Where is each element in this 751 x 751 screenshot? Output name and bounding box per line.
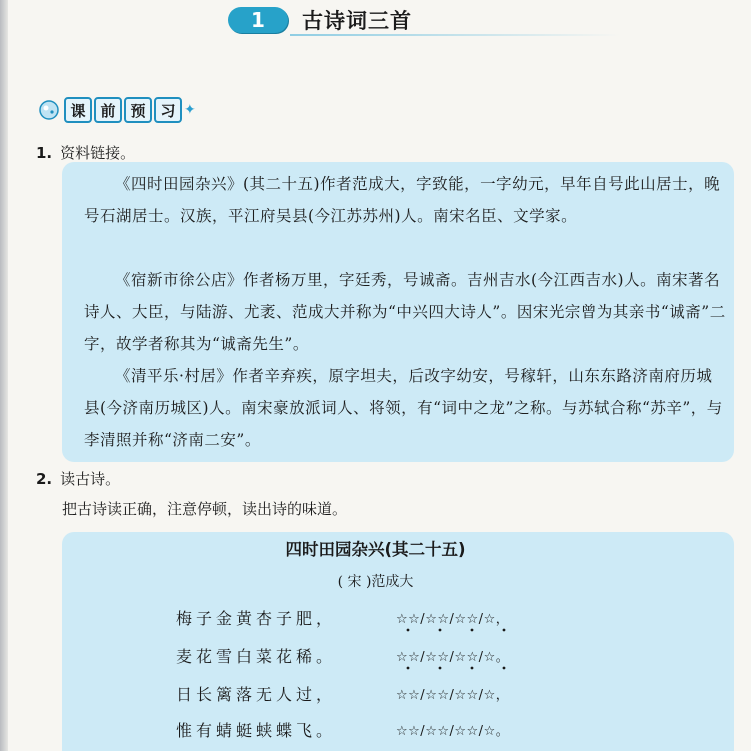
- poem-title: 四时田园杂兴(其二十五): [285, 540, 466, 559]
- poem-line: 日长篱落无人过，: [176, 685, 337, 704]
- preview-char: 课: [64, 97, 92, 123]
- section-number: 1.: [36, 144, 53, 162]
- rhythm-pattern: ☆☆/☆☆/☆☆/☆。: [396, 650, 510, 665]
- author-paragraph: 《四时田园杂兴》(其二十五)作者范成大，字致能，一字幼元，早年自号此山居士，晚号石湖居士。汉族，平江府吴县(今江苏苏州)人。南宋名臣、文学家。: [84, 175, 721, 225]
- section-title: 资料链接。: [60, 144, 136, 162]
- preview-char: 预: [124, 97, 152, 123]
- title-underline: [290, 34, 620, 36]
- poem-line: 惟有蜻蜓蛱蝶飞。: [176, 721, 337, 740]
- stress-dots: [402, 628, 552, 632]
- author-paragraph: 《清平乐·村居》作者辛弃疾，原字坦夫，后改字幼安，号稼轩，山东东路济南府历城县(今济南历城区)人。南宋豪放派词人、将领，有“词中之龙”之称。与苏轼合称“苏辛”，与李清照并称“济南二安”。: [84, 367, 723, 449]
- lesson-number-badge: 1: [228, 7, 288, 33]
- author-paragraph: 《宿新市徐公店》作者杨万里，字廷秀，号诚斋。吉州吉水(今江西吉水)人。南宋著名诗人、大臣，与陆游、尤袤、范成大并称为“中兴四大诗人”。因宋光宗曾为其亲书“诚斋”二字，故学者称其为“诚斋先生”。: [84, 271, 726, 353]
- preview-section-badge: [36, 96, 196, 124]
- rhythm-pattern: ☆☆/☆☆/☆☆/☆，: [396, 688, 510, 703]
- preview-char: 习: [154, 97, 182, 123]
- bubble-ornament-icon: [36, 97, 62, 123]
- rhythm-pattern: ☆☆/☆☆/☆☆/☆。: [396, 724, 510, 739]
- page-spine-shadow: [0, 0, 8, 751]
- stress-dots: [402, 666, 552, 670]
- poem-line: 麦花雪白菜花稀。: [176, 647, 337, 666]
- lesson-header: [228, 6, 412, 34]
- rhythm-pattern: ☆☆/☆☆/☆☆/☆，: [396, 612, 510, 627]
- section-1-heading: [36, 142, 135, 163]
- reading-instruction: 把古诗读正确，注意停顿，读出诗的味道。: [62, 500, 348, 518]
- section-2-heading: [36, 468, 120, 489]
- poem-author: ( 宋 )范成大: [337, 574, 414, 590]
- lesson-title: 古诗词三首: [302, 9, 412, 33]
- section-number: 2.: [36, 470, 53, 488]
- sparkle-icon: ✦: [184, 102, 196, 118]
- section-title: 读古诗。: [60, 470, 121, 488]
- poem-box: [62, 532, 734, 751]
- preview-label: [64, 97, 182, 123]
- preview-char: 前: [94, 97, 122, 123]
- poem-line: 梅子金黄杏子肥，: [176, 609, 337, 628]
